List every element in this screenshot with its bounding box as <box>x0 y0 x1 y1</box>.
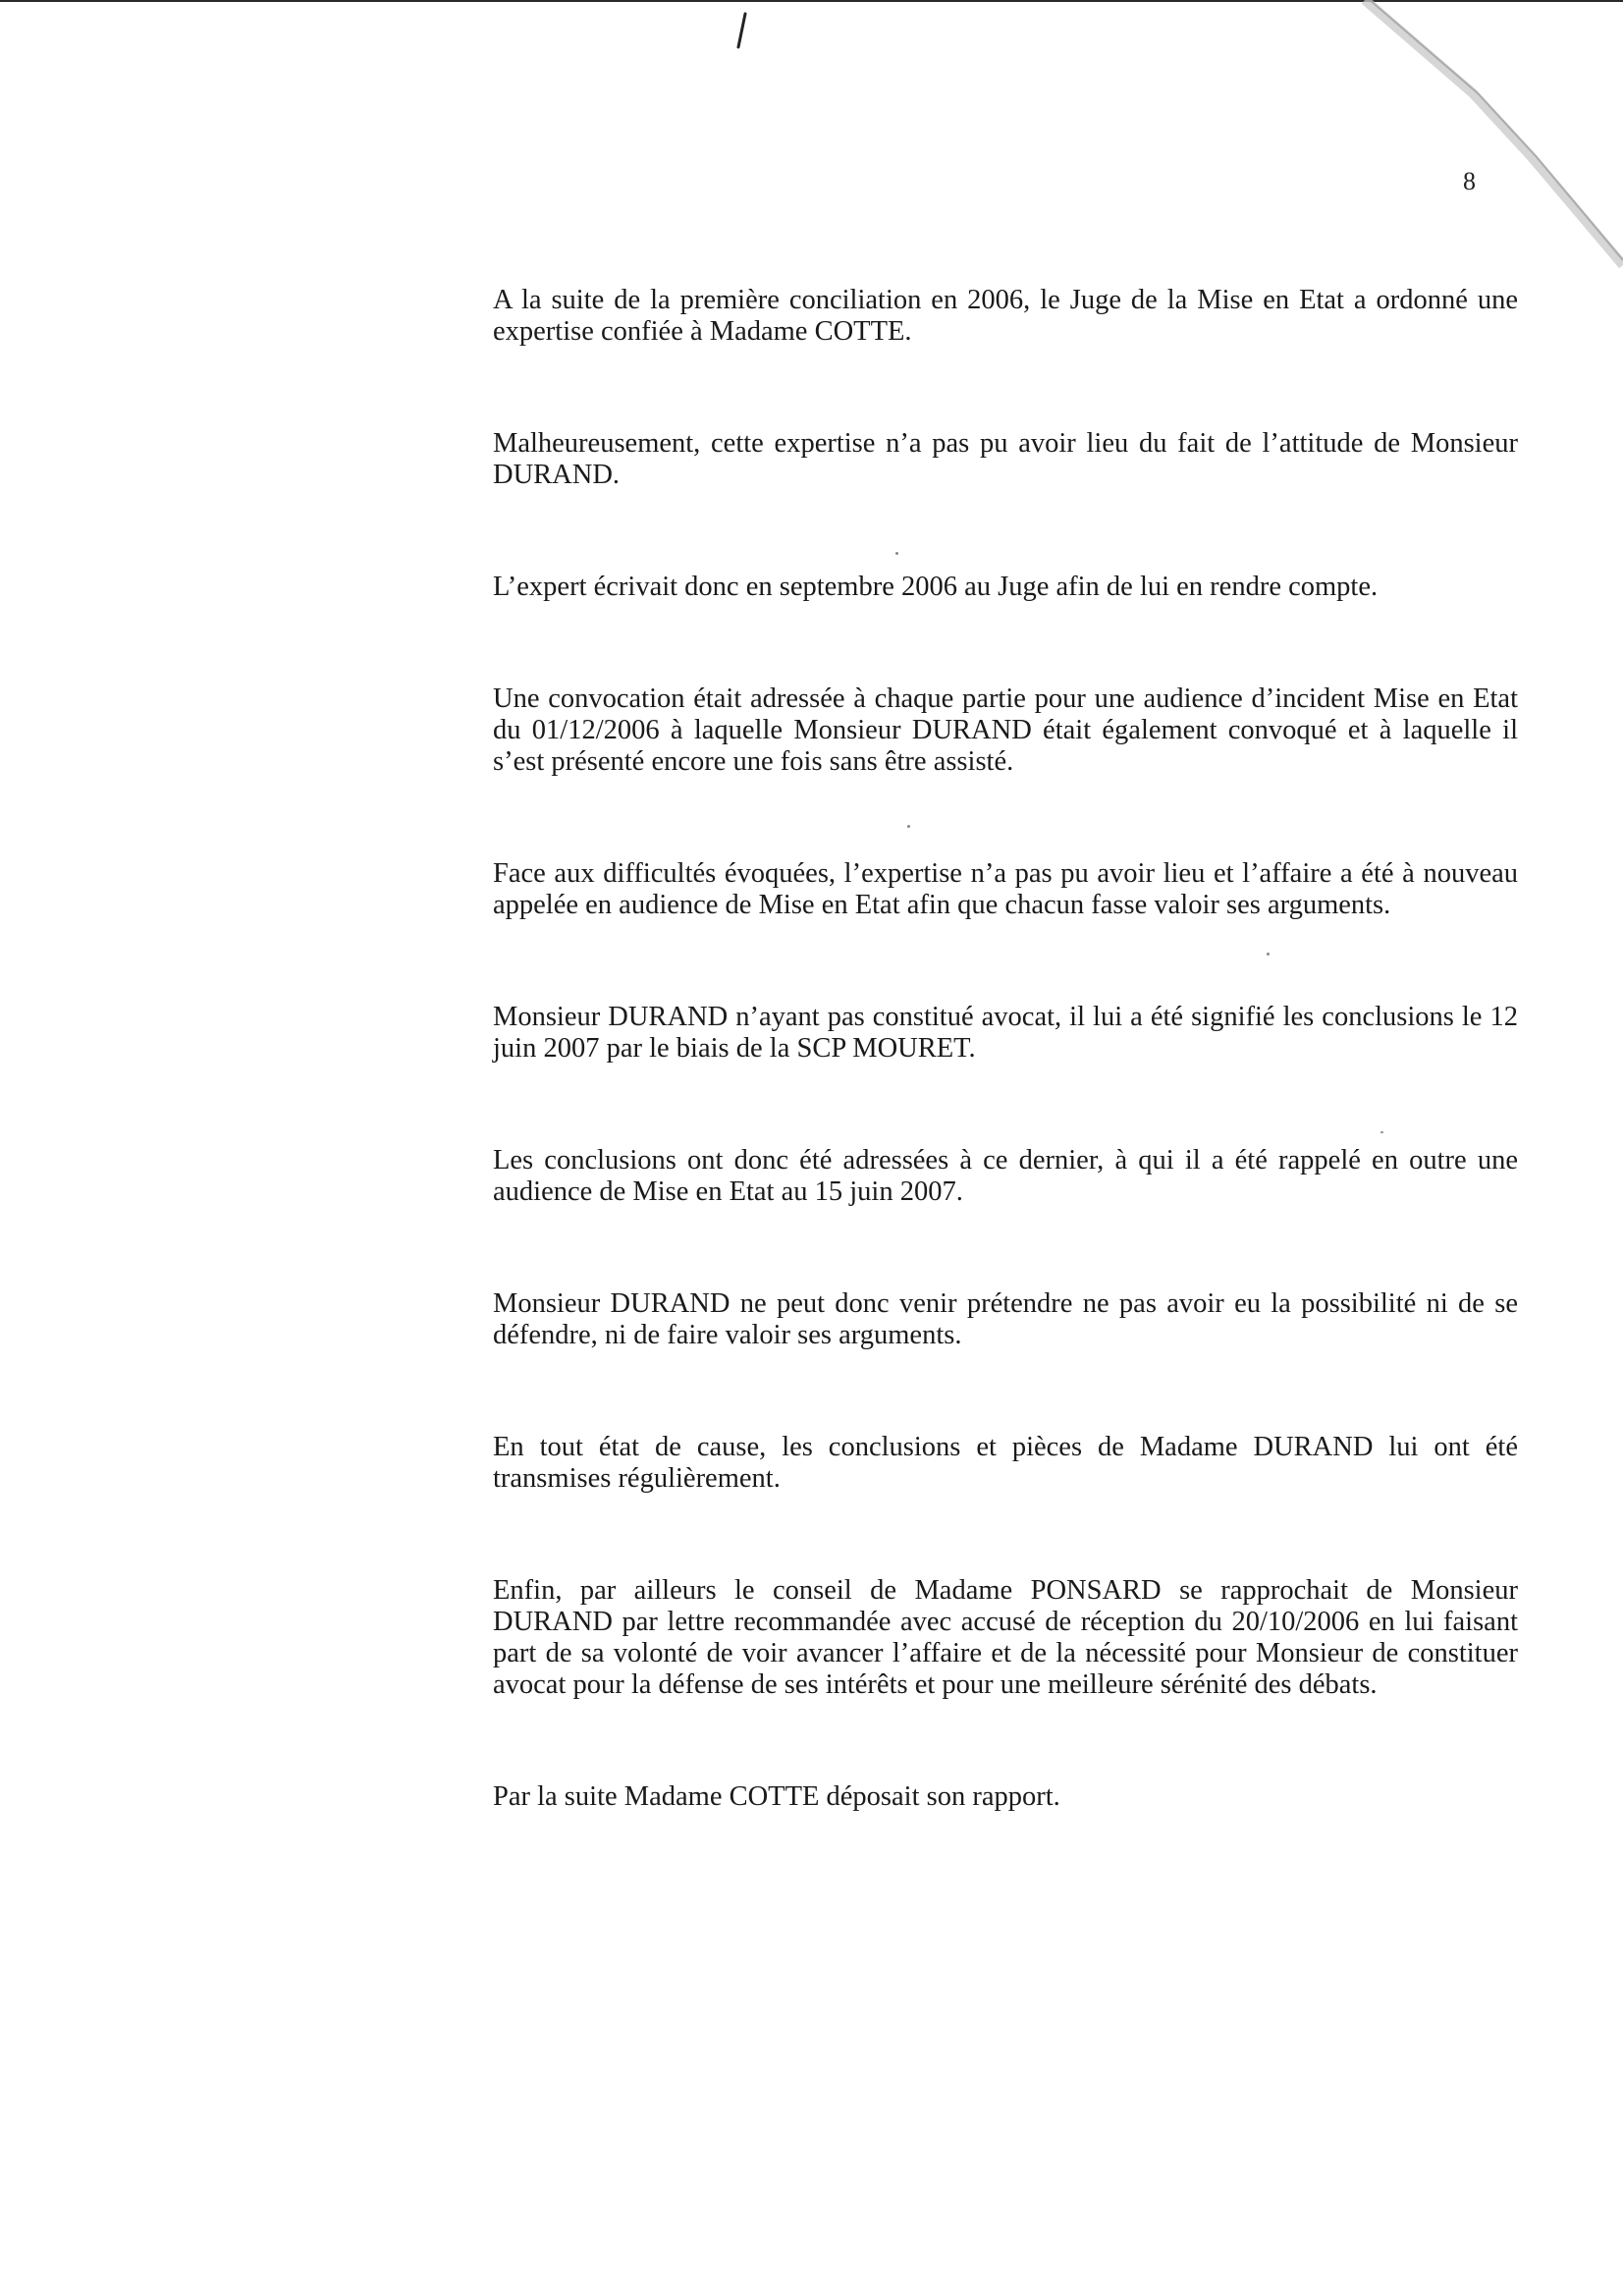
document-body <box>493 285 1518 1813</box>
paragraph: L’expert écrivait donc en septembre 2006 au Juge afin de lui en rendre compte. <box>493 572 1379 602</box>
scan-speck <box>907 825 910 828</box>
paragraph: Une convocation était adressée à chaque partie pour une audience d’incident Mise en Etat du 01/12/2006 à laquelle Monsieur DURAND était également convoqué et à laquelle il s’est présenté encore une fois sans être assisté. <box>493 683 1518 777</box>
paragraph: Enfin, par ailleurs le conseil de Madame PONSARD se rapprochait de Monsieur DURAND par lettre recommandée avec accusé de réception du 20/10/2006 en lui faisant part de sa volonté de voir avancer l’affaire et de la nécessité pour Monsieur de constituer avocat pour la défense de ses intérêts et pour une meilleure sérénité des débats. <box>493 1575 1518 1700</box>
scan-fold-mark <box>0 0 1623 295</box>
paragraph: A la suite de la première conciliation en 2006, le Juge de la Mise en Etat a ordonné une expertise confiée à Madame COTTE. <box>493 285 1518 347</box>
paragraph: Monsieur DURAND n’ayant pas constitué avocat, il lui a été signifié les conclusions le 12 juin 2007 par le biais de la SCP MOURET. <box>493 1002 1518 1064</box>
scan-speck <box>895 552 898 555</box>
paragraph: Par la suite Madame COTTE déposait son rapport. <box>493 1781 1060 1812</box>
paragraph: Monsieur DURAND ne peut donc venir prétendre ne pas avoir eu la possibilité ni de se défendre, ni de faire valoir ses arguments. <box>493 1288 1518 1350</box>
paragraph: Malheureusement, cette expertise n’a pas pu avoir lieu du fait de l’attitude de Monsieur DURAND. <box>493 428 1518 490</box>
scan-speck <box>1380 1131 1383 1133</box>
paragraph: Les conclusions ont donc été adressées à ce dernier, à qui il a été rappelé en outre une audience de Mise en Etat au 15 juin 2007. <box>493 1145 1518 1207</box>
paragraph: En tout état de cause, les conclusions et pièces de Madame DURAND lui ont été transmises régulièrement. <box>493 1432 1518 1494</box>
paragraph: Face aux difficultés évoquées, l’expertise n’a pas pu avoir lieu et l’affaire a été à nouveau appelée en audience de Mise en Etat afin que chacun fasse valoir ses arguments. <box>493 858 1518 920</box>
page-number: 8 <box>1463 167 1476 195</box>
scan-speck <box>1267 953 1270 956</box>
